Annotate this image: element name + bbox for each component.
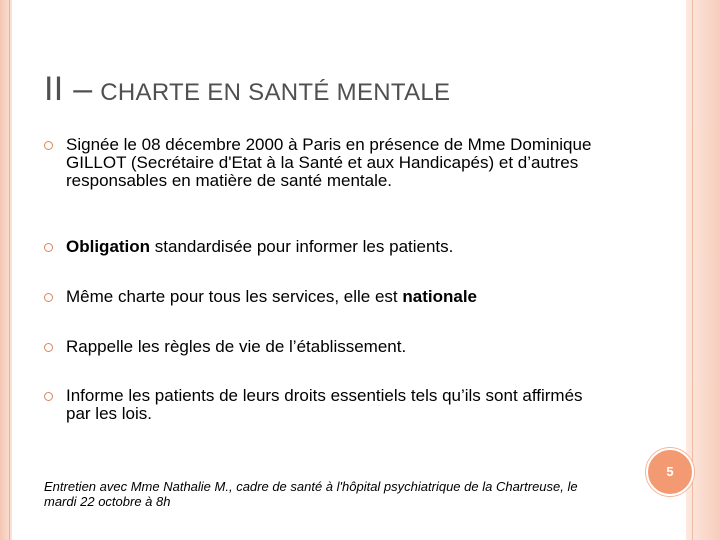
bullet-text: Même charte pour tous les services, elle est <box>66 287 403 306</box>
title-roman-numeral: II – <box>44 70 93 108</box>
bullet-marker-icon <box>44 293 53 302</box>
bullet-strong-text: Obligation <box>66 237 151 256</box>
bullet-strong-text: nationale <box>402 287 477 306</box>
bullet-text: Informe les patients de leurs droits essentiels tels qu’ils sont affirmés par les lois. <box>66 386 583 423</box>
bullet-text: Rappelle les règles de vie de l’établissement. <box>66 337 407 356</box>
title-text: CHARTE EN SANTÉ MENTALE <box>100 79 451 106</box>
left-frame-line <box>9 0 10 540</box>
bullet-item-3 <box>44 288 477 306</box>
bullet-marker-icon <box>44 343 53 352</box>
page-number-badge: 5 <box>646 448 694 496</box>
bullet-text: standardisée pour informer les patients. <box>150 237 454 256</box>
bullet-item-1 <box>44 136 604 190</box>
left-frame-border <box>0 0 12 540</box>
bullet-item-4 <box>44 338 406 356</box>
bullet-marker-icon <box>44 392 53 401</box>
bullet-item-2 <box>44 238 453 256</box>
footnote: Entretien avec Mme Nathalie M., cadre de santé à l'hôpital psychiatrique de la Chartreuse, le mardi 22 octobre à 8h <box>44 479 578 509</box>
right-frame-border <box>686 0 720 540</box>
bullet-item-5 <box>44 387 604 423</box>
bullet-marker-icon <box>44 141 53 150</box>
right-frame-line <box>692 0 693 540</box>
slide-title <box>44 70 450 109</box>
bullet-text: Signée le 08 décembre 2000 à Paris en présence de Mme Dominique GILLOT (Secrétaire d'Etat à la Santé et aux Handicapés) et d’autres responsables en matière de santé mentale. <box>66 135 592 190</box>
bullet-marker-icon <box>44 243 53 252</box>
